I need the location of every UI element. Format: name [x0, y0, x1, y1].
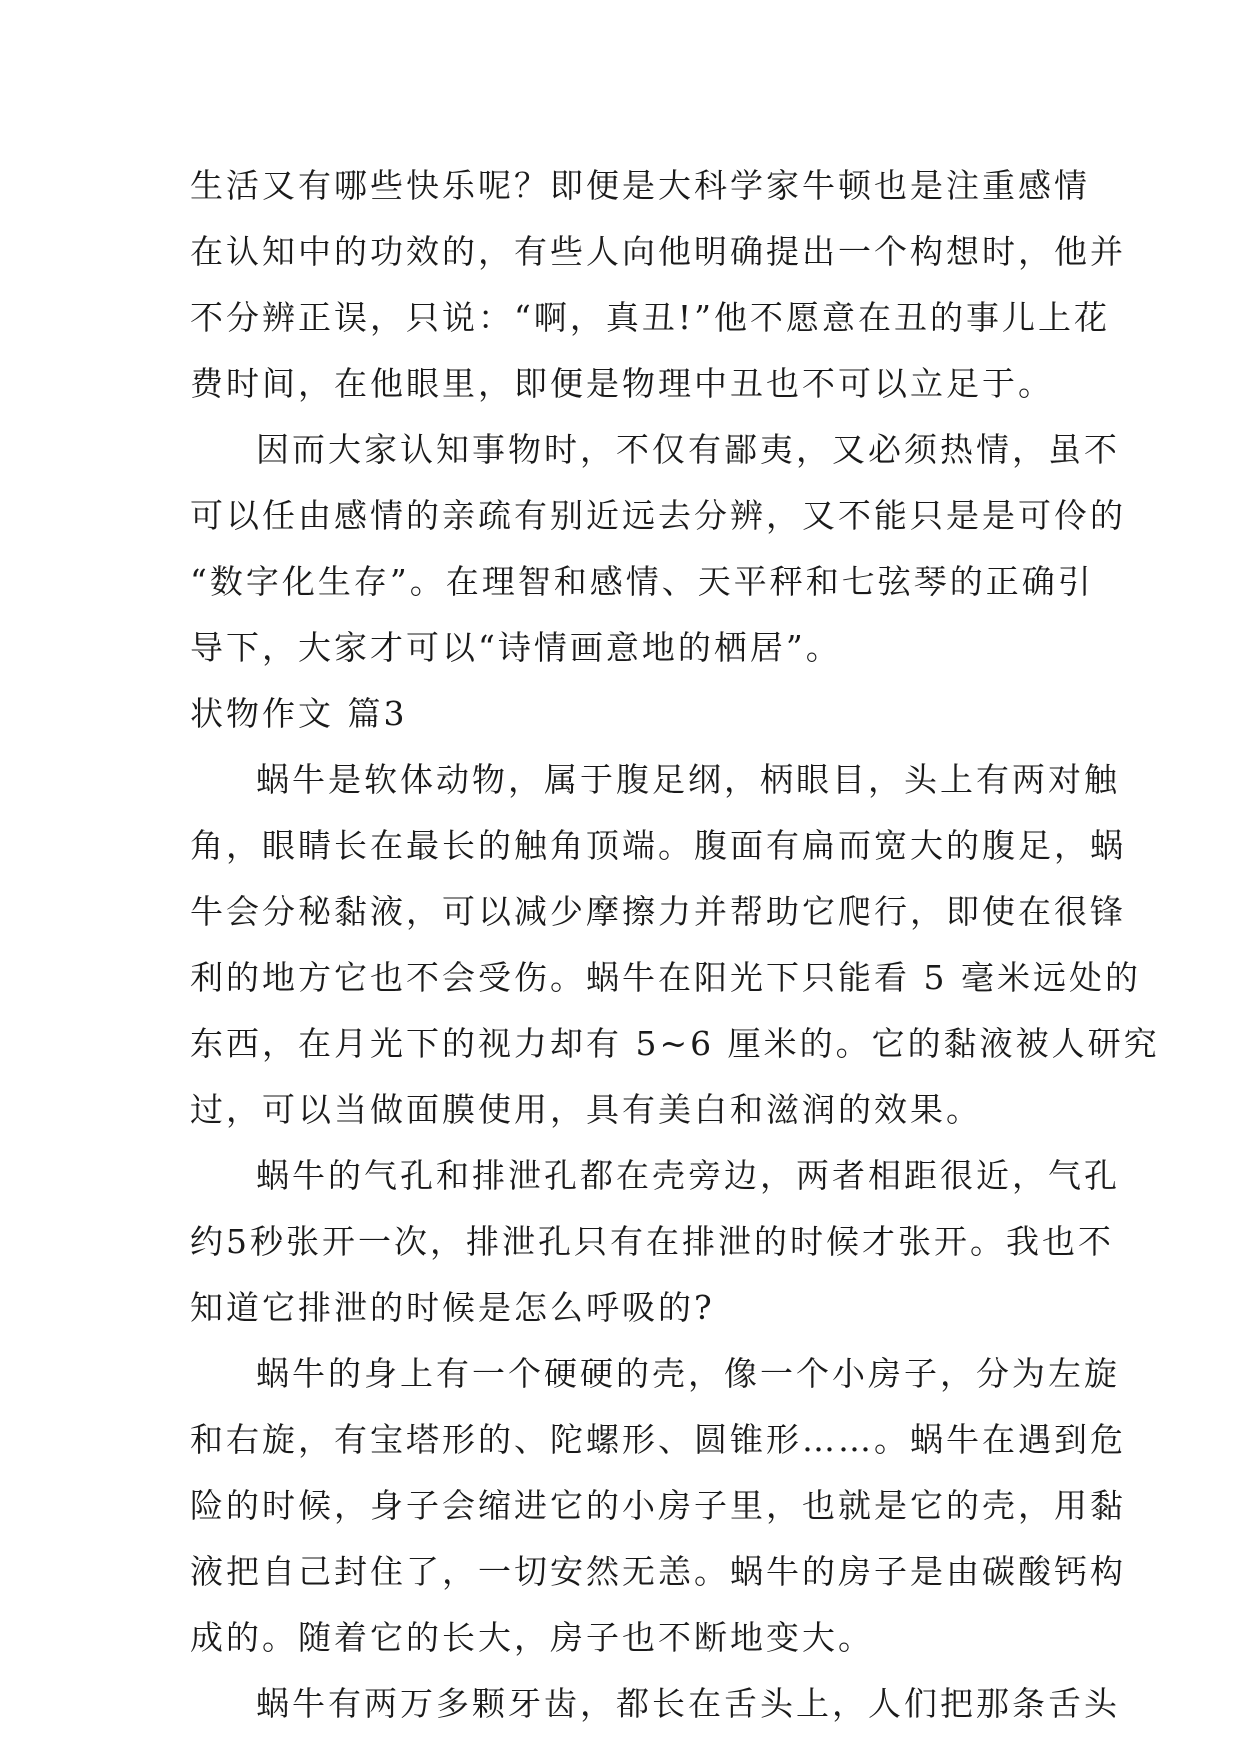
text-line: “数字化生存”。在理智和感情、天平秤和七弦琴的正确引 [190, 562, 1094, 601]
text-line: 蜗牛的气孔和排泄孔都在壳旁边，两者相距很近，气孔 [256, 1156, 1120, 1195]
text-line: 角，眼睛长在最长的触角顶端。腹面有扁而宽大的腹足，蜗 [190, 826, 1126, 865]
text-line: 蜗牛有两万多颗牙齿，都长在舌头上，人们把那条舌头 [256, 1684, 1120, 1723]
text-line: 导下，大家才可以“诗情画意地的栖居”。 [190, 628, 842, 667]
text-line: 成的。随着它的长大，房子也不断地变大。 [190, 1618, 874, 1657]
text-line: 费时间，在他眼里，即便是物理中丑也不可以立足于。 [190, 364, 1054, 403]
text-line: 因而大家认知事物时，不仅有鄙夷，又必须热情，虽不 [256, 430, 1120, 469]
text-line: 利的地方它也不会受伤。蜗牛在阳光下只能看 5 毫米远处的 [190, 958, 1141, 997]
text-line: 不分辨正误，只说：“啊，真丑!”他不愿意在丑的事儿上花 [190, 298, 1111, 337]
text-line: 约5秒张开一次，排泄孔只有在排泄的时候才张开。我也不 [190, 1222, 1114, 1261]
text-line: 险的时候，身子会缩进它的小房子里，也就是它的壳，用黏 [190, 1486, 1126, 1525]
text-line: 可以任由感情的亲疏有别近远去分辨，又不能只是是可伶的 [190, 496, 1126, 535]
text-line: 知道它排泄的时候是怎么呼吸的? [190, 1288, 715, 1327]
text-line: 东西，在月光下的视力却有 5~6 厘米的。它的黏液被人研究 [190, 1024, 1160, 1063]
text-line: 和右旋，有宝塔形的、陀螺形、圆锥形……。蜗牛在遇到危 [190, 1420, 1126, 1459]
text-line: 生活又有哪些快乐呢？即便是大科学家牛顿也是注重感情 [190, 166, 1090, 205]
text-line: 蜗牛是软体动物，属于腹足纲，柄眼目，头上有两对触 [256, 760, 1120, 799]
section-heading: 状物作文 篇3 [190, 694, 408, 733]
text-line: 蜗牛的身上有一个硬硬的壳，像一个小房子，分为左旋 [256, 1354, 1120, 1393]
text-line: 过，可以当做面膜使用，具有美白和滋润的效果。 [190, 1090, 982, 1129]
text-line: 在认知中的功效的，有些人向他明确提出一个构想时，他并 [190, 232, 1126, 271]
text-line: 液把自己封住了，一切安然无恙。蜗牛的房子是由碳酸钙构 [190, 1552, 1126, 1591]
text-line: 牛会分秘黏液，可以减少摩擦力并帮助它爬行，即使在很锋 [190, 892, 1126, 931]
